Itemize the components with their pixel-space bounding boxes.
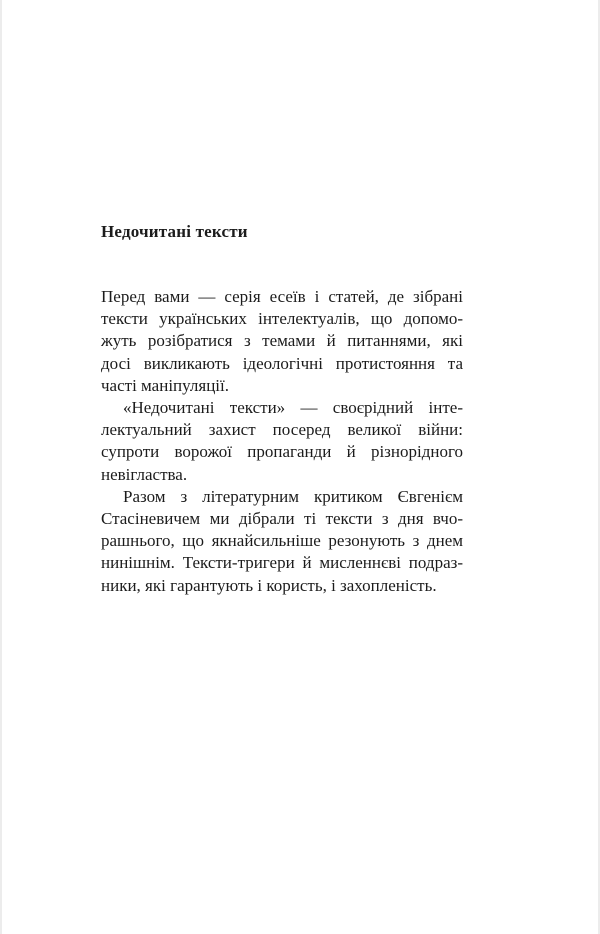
text-line: «Недочитані тексти» — своєрідний інте- [123, 398, 463, 418]
text-line: Стасіневичем ми дібрали ті тексти з дня вчо- [101, 509, 463, 529]
text-line: часті маніпуляції. [101, 375, 229, 395]
paragraph-1 [101, 286, 463, 397]
text-line: рашнього, що якнайсильніше резонують з днем [101, 531, 463, 551]
text-line: Перед вами — серія есеїв і статей, де зібрані [101, 287, 463, 306]
text-line: супроти ворожої пропаганди й різнорідного [101, 442, 463, 462]
text-line: невігластва. [101, 464, 188, 484]
paragraph-2 [101, 397, 463, 486]
text-line: тексти українських інтелектуалів, що допомо- [101, 309, 463, 329]
page-title: Недочитані тексти [101, 222, 248, 241]
text-line: ники, які гарантують і користь, і захопленість. [101, 575, 437, 595]
text-line: нинішнім. Тексти-тригери й мисленнєві подраз- [101, 553, 463, 573]
paragraph-3 [101, 486, 463, 597]
text-block [101, 286, 463, 597]
text-line: досі викликають ідеологічні протистояння та [101, 353, 463, 373]
text-line: жуть розібратися з темами й питаннями, які [101, 331, 463, 351]
text-line: лектуальний захист посеред великої війни: [101, 420, 463, 440]
text-line: Разом з літературним критиком Євгенієм [123, 486, 463, 506]
